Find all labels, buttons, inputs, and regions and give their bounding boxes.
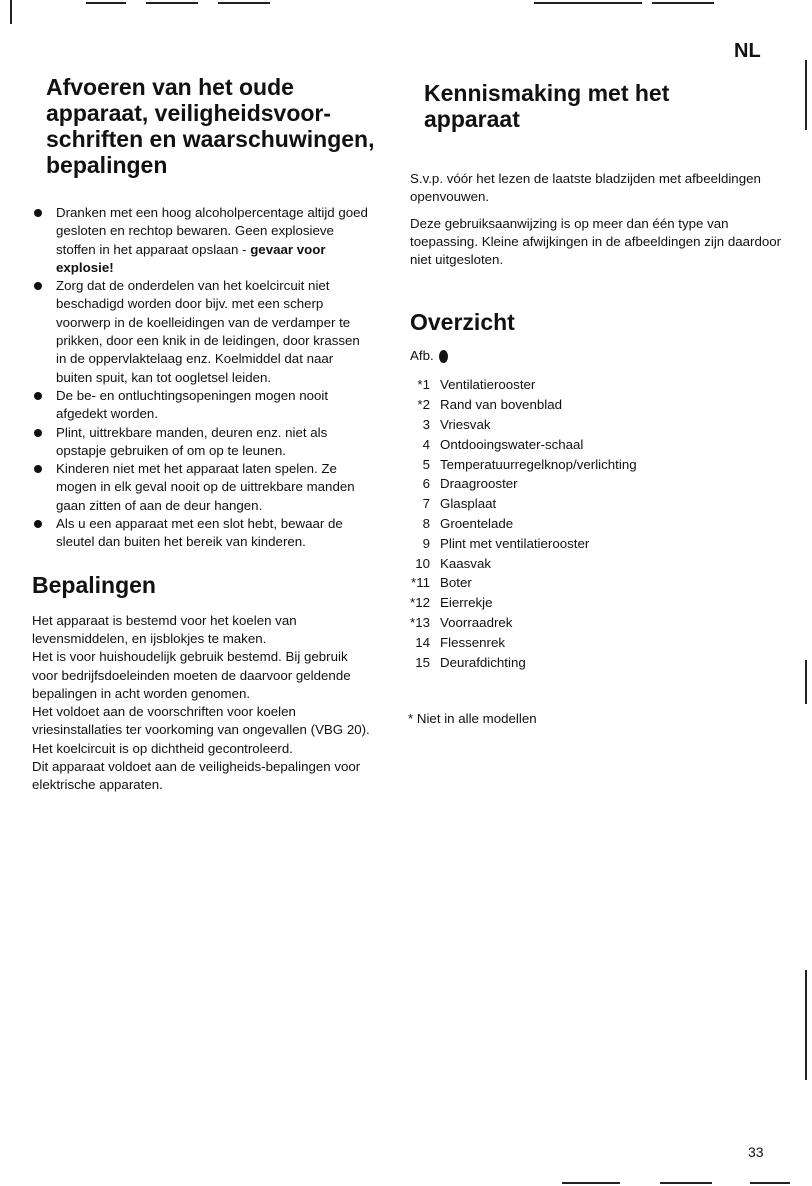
page-number: 33 — [748, 1144, 764, 1160]
list-item — [410, 494, 790, 514]
language-label: NL — [734, 40, 761, 62]
part-label: Vriesvak — [440, 417, 491, 433]
paragraph: S.v.p. vóór het lezen de laatste bladzijden met afbeeldingen openvouwen. — [410, 171, 761, 205]
scan-edge-mark — [562, 1182, 620, 1184]
part-number: 5 — [422, 456, 430, 472]
paragraph: Dit apparaat voldoet aan de veiligheids-bepalingen voor elektrische apparaten. — [32, 759, 361, 793]
list-item — [410, 395, 790, 415]
scan-edge-mark — [534, 2, 642, 4]
scan-edge-mark — [805, 660, 807, 704]
part-number: *12 — [410, 595, 430, 611]
list-item — [410, 653, 790, 673]
scan-edge-mark — [660, 1182, 712, 1184]
figure-reference: Afb. — [410, 347, 790, 365]
part-number: 6 — [422, 476, 430, 492]
part-label: Rand van bovenblad — [440, 397, 562, 413]
part-label: Flessenrek — [440, 634, 506, 650]
scan-edge-mark — [805, 970, 807, 1080]
list-item — [410, 573, 790, 593]
part-label: Plint met ventilatierooster — [440, 535, 590, 551]
scan-edge-mark — [218, 2, 270, 4]
list-item: Dranken met een hoog alcoholpercentage altijd goed gesloten en rechtop bewaren. Geen explosieve stoffen in het apparaat opslaan - gevaar voor explosie! — [32, 204, 372, 277]
scan-edge-mark — [86, 2, 126, 4]
scan-edge-mark — [805, 60, 807, 130]
list-item — [410, 514, 790, 534]
part-number: 15 — [415, 654, 430, 670]
left-column — [32, 74, 375, 795]
paragraph: Het apparaat is bestemd voor het koelen van levensmiddelen, en ijsblokjes te maken. — [32, 612, 297, 646]
scan-edge-mark — [652, 2, 714, 4]
footnote: * Niet in alle modellen — [408, 711, 537, 727]
regulations-body — [32, 612, 372, 795]
parts-list — [410, 375, 790, 672]
introduction-text — [410, 170, 790, 269]
part-number: 9 — [422, 535, 430, 551]
part-number: 10 — [415, 555, 430, 571]
list-item: Zorg dat de onderdelen van het koelcircuit niet beschadigd worden door bijv. met een scherp voorwerp in de koelleidingen van de verdamper te prikken, door een knik in de leidingen, door krassen in de oppervlaktelaag enz. Koelmiddel dat naar buiten spuit, kan tot oogletsel leiden. — [32, 277, 372, 387]
part-label: Eierrekje — [440, 595, 493, 611]
part-number: *13 — [410, 615, 430, 631]
part-label: Ontdooingswater-schaal — [440, 436, 584, 452]
overview-title: Overzicht — [410, 309, 515, 336]
part-label: Groentelade — [440, 516, 514, 532]
part-number: 7 — [422, 496, 430, 512]
list-item: Als u een apparaat met een slot hebt, bewaar de sleutel dan buiten het bereik van kinderen. — [32, 515, 372, 552]
list-item: Plint, uittrekbare manden, deuren enz. niet als opstapje gebruiken of om op te leunen. — [32, 424, 372, 461]
regulations-title: Bepalingen — [32, 571, 156, 598]
list-item — [410, 613, 790, 633]
scan-edge-mark — [10, 0, 12, 24]
paragraph: Het voldoet aan de voorschriften voor koelen vriesinstallaties ter voorkoming van ongevallen (VBG 20). Het koelcircuit is op dichtheid gecontroleerd. — [32, 704, 370, 756]
part-label: Draagrooster — [440, 476, 518, 492]
part-label: Kaasvak — [440, 555, 491, 571]
part-number: 3 — [422, 417, 430, 433]
safety-section-title: Afvoeren van het oude apparaat, veiligheidsvoor- schriften en waarschuwingen, bepalingen — [46, 74, 375, 178]
part-number: *11 — [411, 575, 430, 591]
part-number: 14 — [415, 634, 430, 650]
scan-edge-mark — [750, 1182, 790, 1184]
part-label: Boter — [440, 575, 472, 591]
regulations-section — [32, 572, 372, 795]
part-label: Deurafdichting — [440, 654, 526, 670]
introduction-title: Kennismaking met het apparaat — [424, 80, 670, 132]
list-item — [410, 375, 790, 395]
part-label: Glasplaat — [440, 496, 497, 512]
part-number: *2 — [417, 397, 430, 413]
part-label: Voorraadrek — [440, 615, 513, 631]
list-item — [410, 415, 790, 435]
part-number: *1 — [417, 377, 430, 393]
list-item — [410, 554, 790, 574]
right-column — [410, 80, 790, 728]
list-item — [410, 534, 790, 554]
paragraph: Deze gebruiksaanwijzing is op meer dan één type van toepassing. Kleine afwijkingen in de afbeeldingen zijn daardoor niet uitgesloten. — [410, 215, 782, 268]
safety-bullet-list — [32, 204, 372, 552]
part-label: Temperatuurregelknop/verlichting — [440, 456, 637, 472]
list-item: Kinderen niet met het apparaat laten spelen. Ze mogen in elk geval nooit op de uittrekbare manden gaan zitten of aan de deur hangen. — [32, 460, 372, 515]
list-item: De be- en ontluchtingsopeningen mogen nooit afgedekt worden. — [32, 387, 372, 424]
paragraph: Het is voor huishoudelijk gebruik bestemd. Bij gebruik voor bedrijfsdoeleinden moeten de daarvoor geldende bepalingen in acht worden genomen. — [32, 649, 351, 701]
part-label: Ventilatierooster — [440, 377, 536, 393]
part-number: 8 — [422, 516, 430, 532]
list-item — [410, 474, 790, 494]
part-number: 4 — [422, 436, 430, 452]
list-item — [410, 593, 790, 613]
list-item — [410, 633, 790, 653]
list-item — [410, 435, 790, 455]
list-item — [410, 455, 790, 475]
scan-edge-mark — [146, 2, 198, 4]
figure-number-icon — [439, 350, 448, 363]
